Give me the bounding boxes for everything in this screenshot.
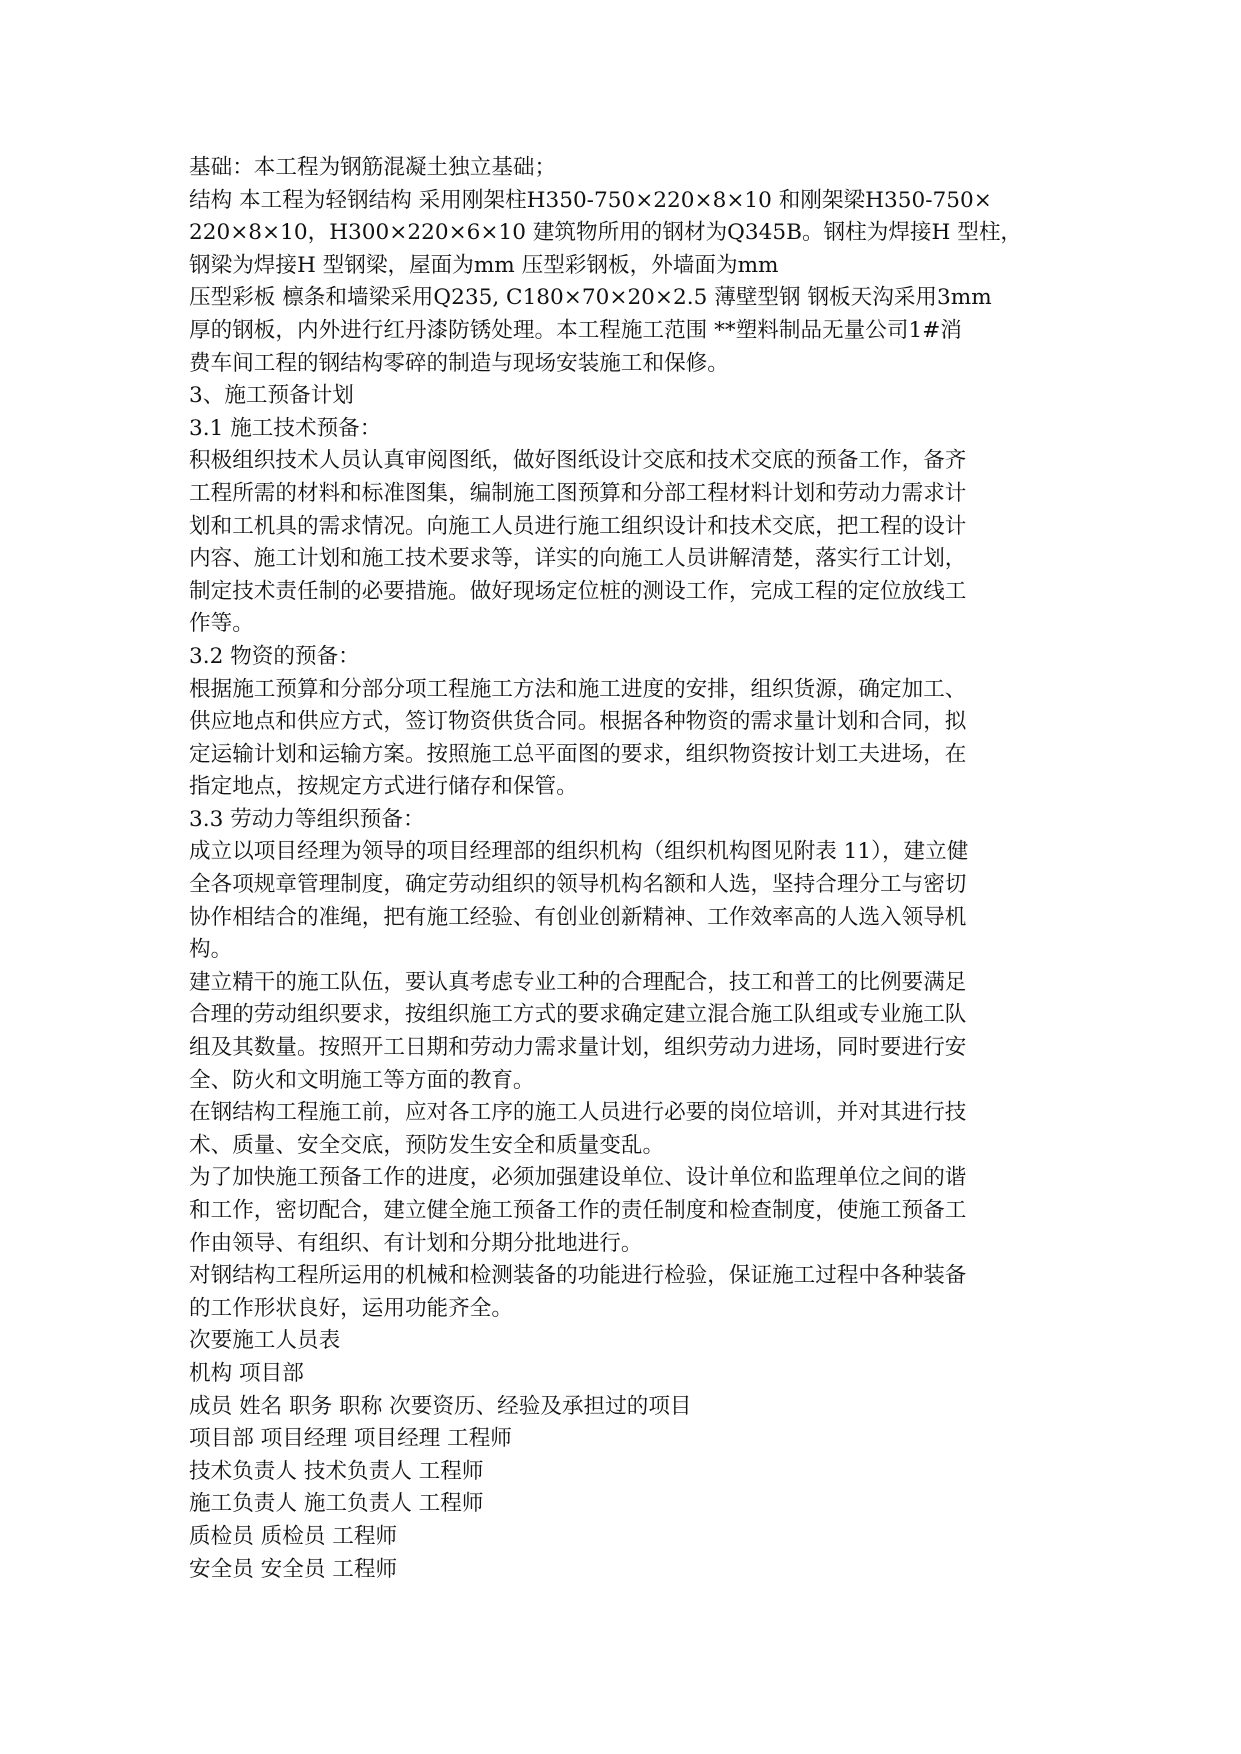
- table-row: 项目部 项目经理 项目经理 工程师: [189, 1426, 512, 1452]
- table-row: 安全员 安全员 工程师: [189, 1556, 398, 1582]
- text-line: 指定地点，按规定方式进行储存和保管。: [189, 774, 578, 800]
- text-line: 在钢结构工程施工前，应对各工序的施工人员进行必要的岗位培训，并对其进行技: [189, 1100, 967, 1126]
- text-line: 结构 本工程为轻钢结构 采用刚架柱H350-750×220×8×10 和刚架梁H350-750×: [189, 187, 992, 213]
- text-line: 全、防火和文明施工等方面的教育。: [189, 1067, 535, 1093]
- text-line: 作由领导、有组织、有计划和分期分批地进行。: [189, 1230, 643, 1256]
- text-line: 供应地点和供应方式，签订物资供货合同。根据各种物资的需求量计划和合同，拟: [189, 709, 967, 735]
- text-line: 对钢结构工程所运用的机械和检测装备的功能进行检验，保证施工过程中各种装备: [189, 1263, 967, 1289]
- text-line: 220×8×10，H300×220×6×10 建筑物所用的钢材为Q345B。钢柱为焊接H 型柱，: [189, 220, 1023, 246]
- text-line: 内容、施工计划和施工技术要求等，详实的向施工人员讲解清楚，落实行工计划，: [189, 546, 967, 572]
- text-line: 划和工机具的需求情况。向施工人员进行施工组织设计和技术交底，把工程的设计: [189, 513, 967, 539]
- text-line: 建立精干的施工队伍，要认真考虑专业工种的合理配合，技工和普工的比例要满足: [189, 969, 967, 995]
- text-line: 成立以项目经理为领导的项目经理部的组织机构（组织机构图见附表 11），建立健: [189, 839, 969, 865]
- text-line: 积极组织技术人员认真审阅图纸，做好图纸设计交底和技术交底的预备工作，备齐: [189, 448, 967, 474]
- text-line: 和工作，密切配合，建立健全施工预备工作的责任制度和检查制度，使施工预备工: [189, 1198, 967, 1223]
- subsection-heading: 3.3 劳动力等组织预备：: [189, 806, 425, 832]
- text-line: 费车间工程的钢结构零碎的制造与现场安装施工和保修。: [189, 350, 729, 376]
- text-line: 厚的钢板，内外进行红丹漆防锈处理。本工程施工范围 **塑料制品无量公司1#消: [189, 317, 962, 343]
- text-line: 根据施工预算和分部分项工程施工方法和施工进度的安排，组织货源，确定加工、: [189, 676, 967, 702]
- text-line: 工程所需的材料和标准图集，编制施工图预算和分部工程材料计划和劳动力需求计: [189, 480, 967, 506]
- text-line: 压型彩板 檩条和墙梁采用Q235, C180×70×20×2.5 薄壁型钢 钢板天沟采用3mm: [189, 285, 992, 311]
- section-heading: 3、施工预备计划: [189, 383, 354, 409]
- text-line: 术、质量、安全交底，预防发生安全和质量变乱。: [189, 1132, 665, 1158]
- text-line: 协作相结合的准绳，把有施工经验、有创业创新精神、工作效率高的人选入领导机: [189, 904, 967, 930]
- subsection-heading: 3.2 物资的预备：: [189, 643, 360, 669]
- document-page: [189, 152, 1057, 1586]
- table-row: 质检员 质检员 工程师: [189, 1523, 398, 1549]
- text-line: 合理的劳动组织要求，按组织施工方式的要求确定建立混合施工队组或专业施工队: [189, 1002, 967, 1028]
- text-line: 定运输计划和运输方案。按照施工总平面图的要求，组织物资按计划工夫进场，在: [189, 741, 967, 767]
- text-line: 组及其数量。按照开工日期和劳动力需求量计划，组织劳动力进场，同时要进行安: [189, 1035, 967, 1061]
- text-line: 为了加快施工预备工作的进度，必须加强建设单位、设计单位和监理单位之间的谐: [189, 1165, 967, 1191]
- text-line: 全各项规章管理制度，确定劳动组织的领导机构名额和人选，坚持合理分工与密切: [189, 872, 967, 898]
- text-line: 钢梁为焊接H 型钢梁，屋面为mm 压型彩钢板，外墙面为mm: [189, 252, 779, 278]
- table-row: 机构 项目部: [189, 1360, 304, 1386]
- table-title: 次要施工人员表: [189, 1328, 341, 1354]
- subsection-heading: 3.1 施工技术预备：: [189, 415, 382, 441]
- text-line: 构。: [189, 937, 233, 963]
- text-line: 基础：本工程为钢筋混凝土独立基础；: [189, 155, 557, 180]
- table-row: 技术负责人 技术负责人 工程师: [189, 1458, 484, 1484]
- text-line: 制定技术责任制的必要措施。做好现场定位桩的测设工作，完成工程的定位放线工: [189, 578, 967, 604]
- table-header-row: 成员 姓名 职务 职称 次要资历、经验及承担过的项目: [189, 1393, 692, 1419]
- text-line: 作等。: [189, 611, 254, 637]
- text-line: 的工作形状良好，运用功能齐全。: [189, 1295, 513, 1321]
- table-row: 施工负责人 施工负责人 工程师: [189, 1491, 484, 1517]
